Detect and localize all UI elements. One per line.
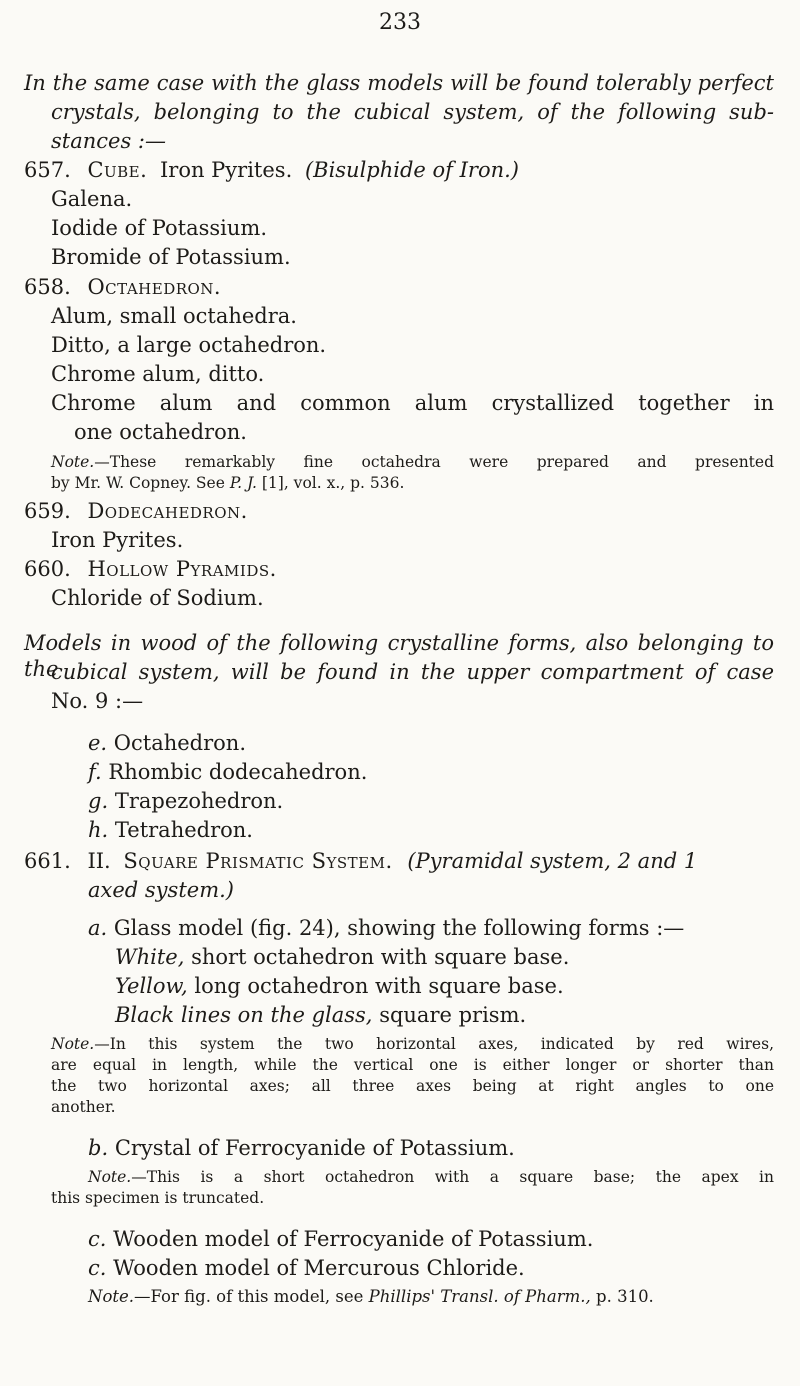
note-c: Note.—For fig. of this model, see Phillips' Transl. of Pharm., p. 310.: [88, 1287, 654, 1306]
wood-line-3: No. 9 :—: [51, 689, 144, 713]
entry-number: 657. Cube. Iron Pyrites. (Bisulphide of Iron.): [24, 158, 519, 182]
entry-heading: Square Prismatic System.: [123, 849, 393, 873]
item-a: a. Glass model (fig. 24), showing the following forms :—: [88, 916, 685, 940]
wood-item: g. Trapezohedron.: [88, 789, 284, 813]
note-b: Note.—This is a short octahedron with a square base; the apex in: [88, 1168, 774, 1186]
entry-heading: Dodecahedron.: [87, 499, 248, 523]
wood-line-2: cubical system, will be found in the upper compartment of case: [51, 660, 774, 684]
entry-number: 658. Octahedron.: [24, 275, 222, 299]
item-c-1: c. Wooden model of Ferrocyanide of Potassium.: [88, 1227, 594, 1251]
list-item: Alum, small octahedra.: [51, 304, 297, 328]
entry-heading: Hollow Pyramids.: [87, 557, 277, 581]
list-item: Chrome alum, ditto.: [51, 362, 265, 386]
wood-line-1: Models in wood of the following crystalline forms, also belonging to the: [24, 631, 774, 681]
form-white: White, short octahedron with square base.: [115, 945, 570, 969]
note-a: Note.—In this system the two horizontal axes, indicated by red wires,: [51, 1035, 774, 1053]
list-item: Chloride of Sodium.: [51, 586, 264, 610]
note-a-line: another.: [51, 1098, 116, 1116]
note-a-line: are equal in length, while the vertical one is either longer or shorter than: [51, 1056, 774, 1074]
intro-line-1: In the same case with the glass models will be found tolerably perfect: [24, 71, 774, 95]
wood-item: e. Octahedron.: [88, 731, 247, 755]
note-b-line: this specimen is truncated.: [51, 1189, 265, 1207]
entry-heading: Octahedron.: [87, 275, 222, 299]
list-item: Galena.: [51, 187, 133, 211]
form-black: Black lines on the glass, square prism.: [115, 1003, 527, 1027]
intro-line-3: stances :—: [51, 129, 166, 153]
note-a-line: the two horizontal axes; all three axes being at right angles to one: [51, 1077, 774, 1095]
entry-subheading: axed system.): [88, 878, 234, 902]
list-item: Iron Pyrites.: [51, 528, 184, 552]
list-item: Iodide of Potassium.: [51, 216, 267, 240]
entry-number: 659. Dodecahedron.: [24, 499, 248, 523]
wood-item: h. Tetrahedron.: [88, 818, 253, 842]
list-item: Bromide of Potassium.: [51, 245, 291, 269]
entry-number: 660. Hollow Pyramids.: [24, 557, 277, 581]
entry-heading: Cube.: [87, 158, 148, 182]
entry-number: 661. II. Square Prismatic System. (Pyramidal system, 2 and 1: [24, 849, 698, 873]
page-number: 233: [379, 10, 421, 35]
list-item: Ditto, a large octahedron.: [51, 333, 327, 357]
item-b: b. Crystal of Ferrocyanide of Potassium.: [88, 1136, 515, 1160]
item-c-2: c. Wooden model of Mercurous Chloride.: [88, 1256, 525, 1280]
list-item: Chrome alum and common alum crystallized together in: [51, 391, 774, 415]
form-yellow: Yellow, long octahedron with square base.: [115, 974, 564, 998]
note: Note.—These remarkably fine octahedra were prepared and presented: [51, 453, 774, 471]
note-continuation: by Mr. W. Copney. See P. J. [1], vol. x., p. 536.: [51, 474, 405, 492]
list-item-continuation: one octahedron.: [74, 420, 247, 444]
wood-item: f. Rhombic dodecahedron.: [88, 760, 368, 784]
intro-line-2: crystals, belonging to the cubical system, of the following sub-: [51, 100, 774, 124]
